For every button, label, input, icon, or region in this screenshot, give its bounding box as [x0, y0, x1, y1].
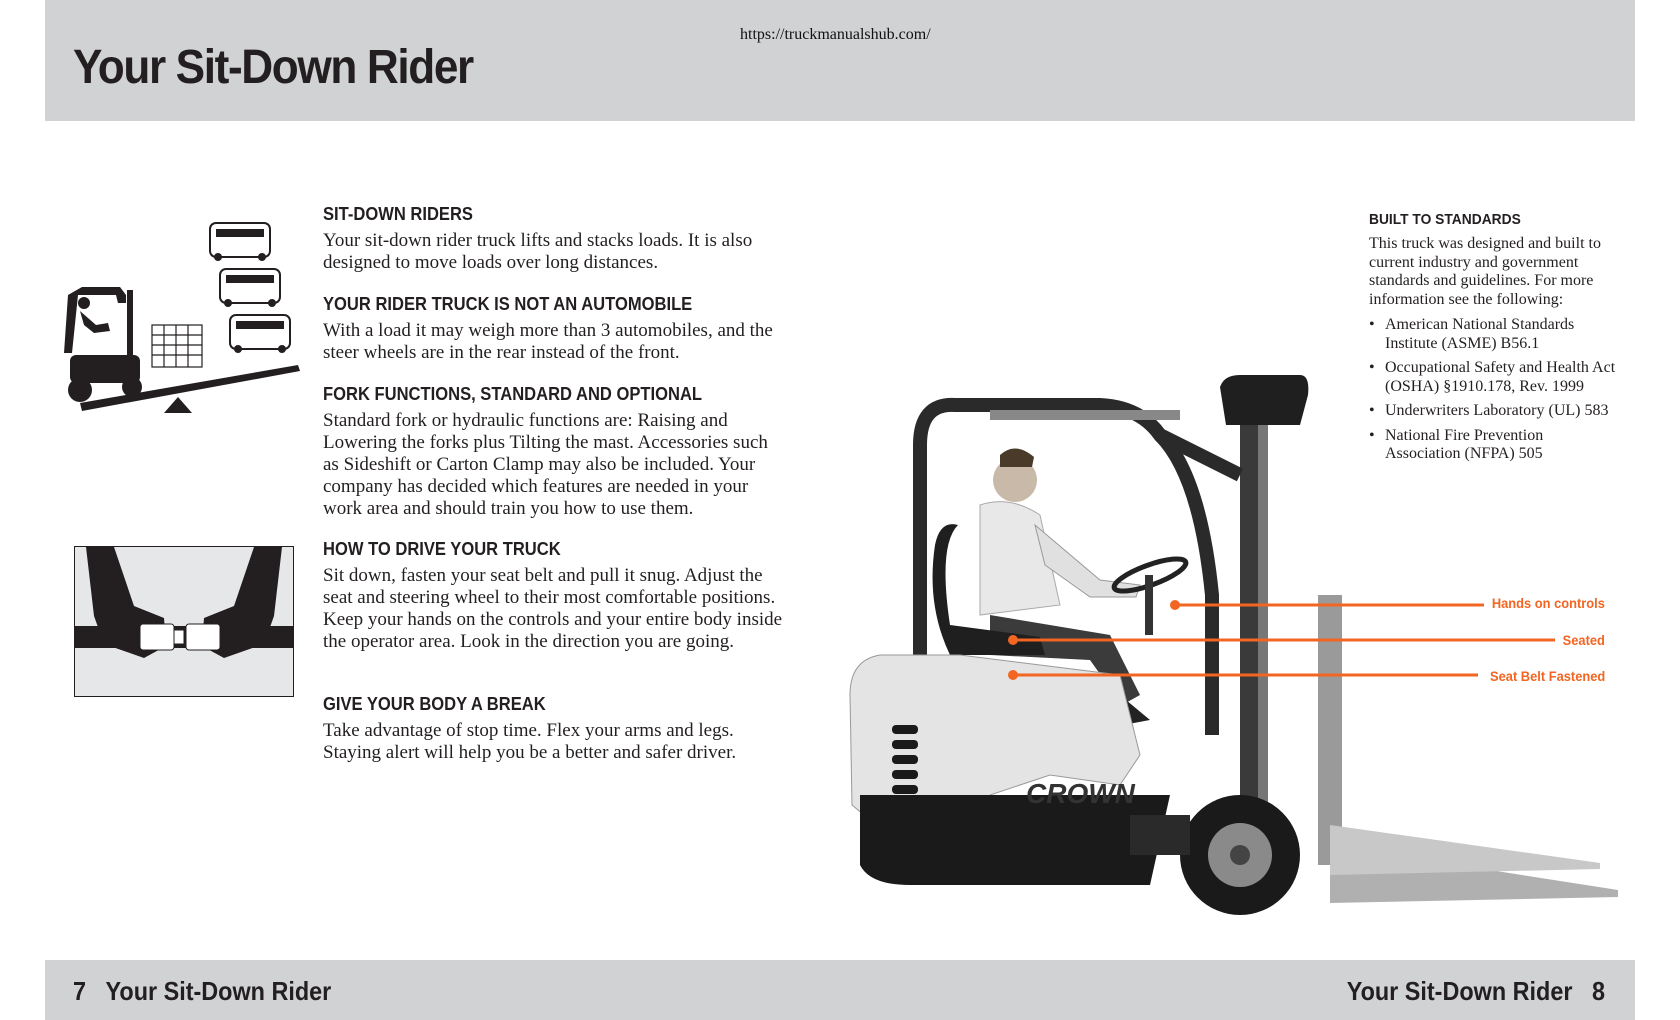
footer-right — [1347, 976, 1605, 1007]
section-heading: FORK FUNCTIONS, STANDARD AND OPTIONAL — [323, 384, 703, 404]
footer-left — [73, 976, 331, 1007]
section-heading: YOUR RIDER TRUCK IS NOT AN AUTOMOBILE — [323, 294, 693, 314]
standards-item: • American National Standards Institute (ASME) B56.1 — [1369, 316, 1619, 353]
section-text: Standard fork or hydraulic functions are: Raising and Lowering the forks plus Tilting the mast. Accessories such as Sideshift or Carton Clamp may also be included. Your company has decided which features are needed in your work area and should train you how to use them. — [323, 410, 768, 519]
standards-heading: BUILT TO STANDARDS — [1369, 211, 1521, 228]
section-text: Take advantage of stop time. Flex your arms and legs. Staying alert will help you be a better and safer driver. — [323, 720, 737, 763]
section-heading: SIT-DOWN RIDERS — [323, 204, 473, 224]
standards-item: • National Fire Prevention Association (NFPA) 505 — [1369, 427, 1619, 464]
callout-hands-label: Hands on controls — [1491, 595, 1605, 611]
page-title: Your Sit-Down Rider — [73, 41, 473, 94]
standards-list — [1369, 316, 1619, 470]
seatbelt-hands-icon — [74, 546, 294, 697]
section-text: Sit down, fasten your seat belt and pull it snug. Adjust the seat and steering wheel to their most comfortable positions. Keep your hands on the controls and your entire body inside the operator area. Look in the direction you are going. — [323, 565, 783, 652]
standards-item: • Underwriters Laboratory (UL) 583 — [1369, 402, 1619, 421]
footer-right-title: Your Sit-Down Rider — [1346, 976, 1573, 1006]
footer-left-title: Your Sit-Down Rider — [105, 976, 332, 1006]
section-heading: GIVE YOUR BODY A BREAK — [323, 694, 546, 714]
brand-logo: CROWN — [1026, 778, 1135, 809]
section-heading: HOW TO DRIVE YOUR TRUCK — [323, 539, 561, 559]
standards-intro: This truck was designed and built to current industry and government standards and guidelines. For more information see the following: — [1369, 235, 1601, 308]
section-text: Your sit-down rider truck lifts and stacks loads. It is also designed to move loads over long distances. — [323, 230, 753, 273]
section-text: With a load it may weigh more than 3 automobiles, and the steer wheels are in the rear instead of the front. — [323, 320, 773, 363]
page-number-left: 7 — [73, 976, 87, 1006]
load-balance-icon — [60, 215, 300, 415]
page-number-right: 8 — [1591, 976, 1605, 1006]
source-url[interactable]: https://truckmanualshub.com/ — [740, 26, 931, 43]
standards-item: • Occupational Safety and Health Act (OSHA) §1910.178, Rev. 1999 — [1369, 359, 1619, 396]
footer-band — [45, 960, 1635, 1020]
callout-belt-label: Seat Belt Fastened — [1489, 668, 1605, 684]
callout-seated-label: Seated — [1562, 632, 1605, 648]
